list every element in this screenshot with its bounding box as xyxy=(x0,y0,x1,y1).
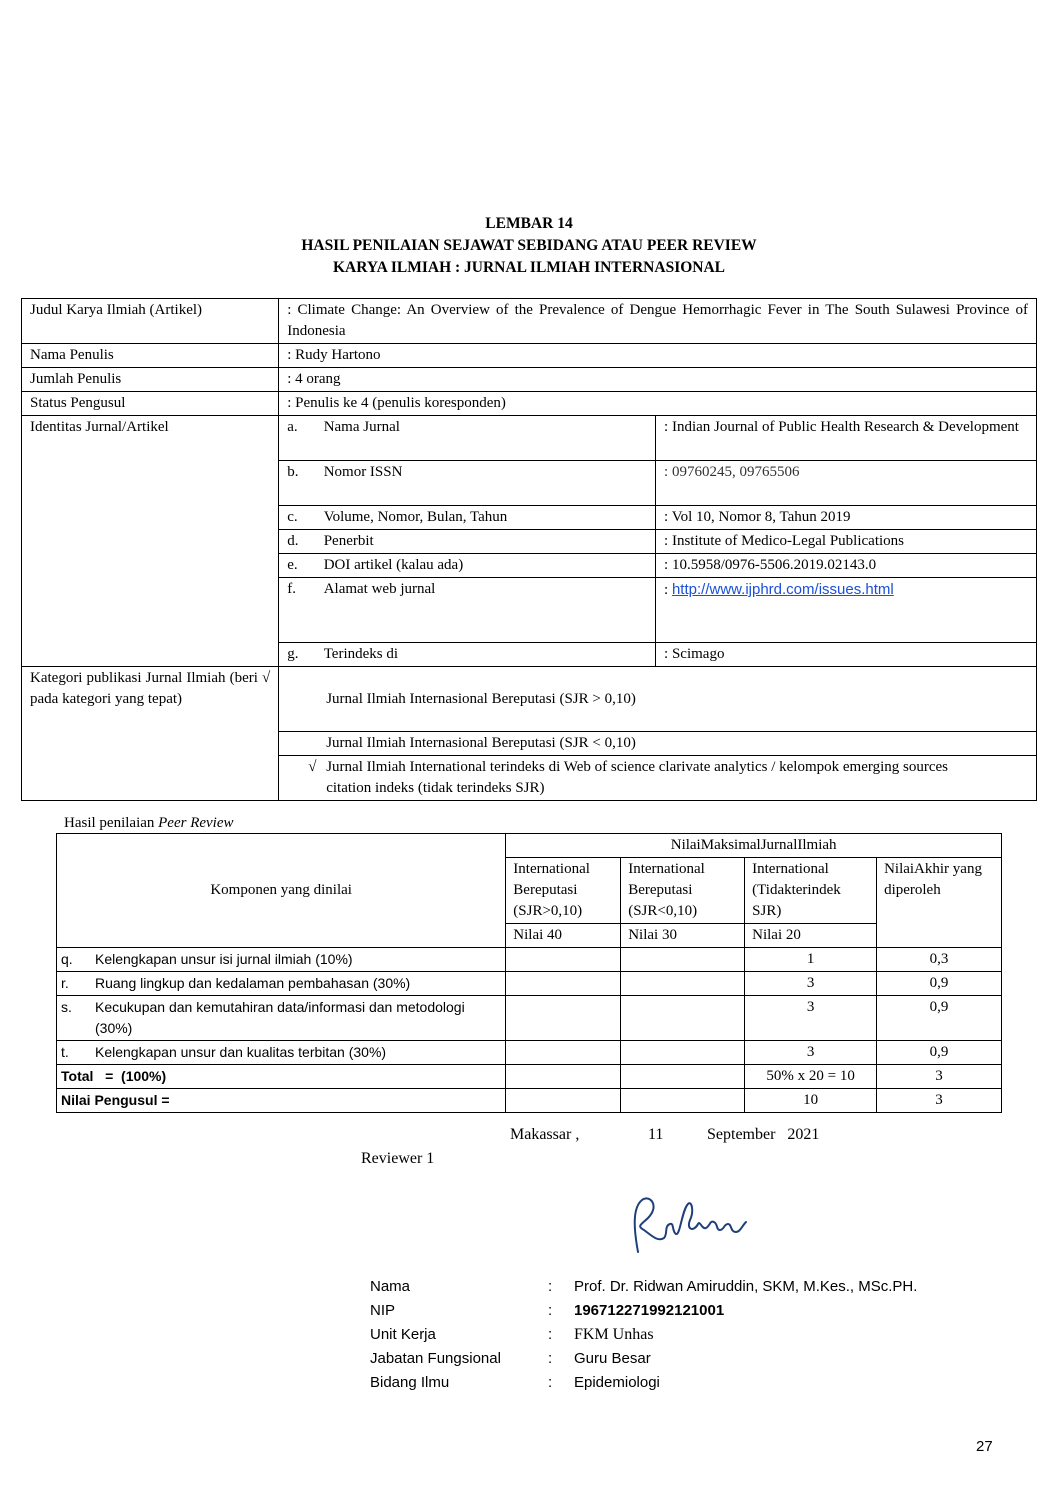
row-nama xyxy=(22,344,1037,368)
field-colon: : xyxy=(548,1350,553,1367)
pengusul-akhir: 3 xyxy=(877,1089,1002,1113)
criterion-letter: t. xyxy=(61,1044,69,1060)
volume-value: : Vol 10, Nomor 8, Tahun 2019 xyxy=(656,506,1037,530)
score-akhir: 0,9 xyxy=(877,1041,1002,1065)
identitas-field-label: Nomor ISSN xyxy=(316,461,656,506)
pengusul-label: Nilai Pengusul = xyxy=(57,1089,506,1113)
field-value: Epidemiologi xyxy=(574,1374,660,1391)
field-colon: : xyxy=(548,1278,553,1295)
identitas-field-label: Penerbit xyxy=(316,530,656,554)
date-city: Makassar , xyxy=(510,1126,580,1143)
nilai-maksimal-header: NilaiMaksimalJurnalIlmiah xyxy=(506,834,1002,858)
total-label: Total = (100%) xyxy=(57,1065,506,1089)
journal-web-link[interactable]: http://www.ijphrd.com/issues.html xyxy=(671,581,894,598)
col2-header: International Bereputasi (SJR<0,10) xyxy=(621,858,745,924)
komponen-header: Komponen yang dinilai xyxy=(57,834,506,948)
identitas-letter: e. xyxy=(279,554,316,578)
reviewer-label: Reviewer 1 xyxy=(361,1150,435,1167)
score-c1 xyxy=(506,1041,621,1065)
judul-value: : Climate Change: An Overview of the Prevalence of Dengue Hemorrhagic Fever in The South Sulawesi Province of Indonesia xyxy=(279,299,1037,344)
field-value: FKM Unhas xyxy=(574,1326,654,1343)
score-c2 xyxy=(621,972,745,996)
score-c2 xyxy=(621,1041,745,1065)
peer-review-caption xyxy=(64,815,234,832)
document-title-karya: KARYA ILMIAH : JURNAL ILMIAH INTERNASIONAL xyxy=(332,259,726,276)
field-colon: : xyxy=(548,1302,553,1319)
kategori-option-1 xyxy=(279,667,1037,732)
total-c1 xyxy=(506,1065,621,1089)
kategori-option-3 xyxy=(279,756,1037,801)
date-month-year: September 2021 xyxy=(707,1126,820,1143)
issn-value: : 09760245, 09765506 xyxy=(656,461,1037,506)
score-c2 xyxy=(621,996,745,1041)
criterion-letter: r. xyxy=(61,975,69,991)
pengusul-c2 xyxy=(621,1089,745,1113)
pengusul-c1 xyxy=(506,1089,621,1113)
kategori-option-2 xyxy=(279,732,1037,756)
reviewer-signature xyxy=(620,1190,760,1270)
score-c1 xyxy=(506,996,621,1041)
peer-row-s xyxy=(57,996,1002,1041)
terindeks-value: : Scimago xyxy=(656,643,1037,667)
score-c1 xyxy=(506,948,621,972)
article-info-table xyxy=(21,298,1037,801)
kategori-option-text: Jurnal Ilmiah Internasional Bereputasi (SJR < 0,10) xyxy=(326,735,636,751)
score-akhir: 0,9 xyxy=(877,972,1002,996)
field-colon: : xyxy=(548,1326,553,1343)
peer-row-t xyxy=(57,1041,1002,1065)
peer-header-row-1 xyxy=(57,834,1002,858)
criterion-text: Kelengkapan unsur isi jurnal ilmiah (10%) xyxy=(95,951,353,967)
kategori-option-text: Jurnal Ilmiah Internasional Bereputasi (SJR > 0,10) xyxy=(326,690,636,707)
jumlah-value: : 4 orang xyxy=(279,368,1037,392)
criterion-text: Kelengkapan unsur dan kualitas terbitan (30%) xyxy=(95,1044,387,1060)
caption-italic: Peer Review xyxy=(158,815,234,831)
kategori-label: Kategori publikasi Jurnal Ilmiah (beri √ pada kategori yang tepat) xyxy=(22,667,279,801)
row-judul xyxy=(22,299,1037,344)
nama-jurnal-value: : Indian Journal of Public Health Research & Development xyxy=(656,416,1037,461)
peer-row-total xyxy=(57,1065,1002,1089)
criterion-text: Kecukupan dan kemutahiran data/informasi dan metodologi (30%) xyxy=(95,999,465,1036)
total-akhir: 3 xyxy=(877,1065,1002,1089)
identitas-field-label: Nama Jurnal xyxy=(316,416,656,461)
criterion-label xyxy=(57,948,506,972)
col2-nilai: Nilai 30 xyxy=(621,924,745,948)
criterion-label xyxy=(57,1041,506,1065)
criterion-label xyxy=(57,972,506,996)
document-title-lembar: LEMBAR 14 xyxy=(485,215,573,232)
kategori-option-text: Jurnal Ilmiah International terindeks di Web of science clarivate analytics / kelompok emerging sources citation indeks (tidak terindeks SJR) xyxy=(326,759,948,796)
score-akhir: 0,3 xyxy=(877,948,1002,972)
penerbit-value: : Institute of Medico-Legal Publications xyxy=(656,530,1037,554)
page-number: 27 xyxy=(976,1438,993,1455)
jumlah-label: Jumlah Penulis xyxy=(22,368,279,392)
col4-header: NilaiAkhir yang diperoleh xyxy=(877,858,1002,948)
identitas-field-label: DOI artikel (kalau ada) xyxy=(316,554,656,578)
row-status xyxy=(22,392,1037,416)
field-value: Guru Besar xyxy=(574,1350,651,1367)
field-label: Jabatan Fungsional xyxy=(370,1350,501,1367)
criterion-label xyxy=(57,996,506,1041)
web-value xyxy=(656,578,1037,643)
date-day: 11 xyxy=(648,1126,664,1143)
identitas-letter: c. xyxy=(279,506,316,530)
nama-value: : Rudy Hartono xyxy=(279,344,1037,368)
score-c3: 3 xyxy=(745,1041,877,1065)
criterion-letter: q. xyxy=(61,951,73,967)
score-c3: 3 xyxy=(745,972,877,996)
field-label: Nama xyxy=(370,1278,411,1295)
score-c2 xyxy=(621,948,745,972)
status-value: : Penulis ke 4 (penulis koresponden) xyxy=(279,392,1037,416)
checkmark-icon: √ xyxy=(308,759,317,775)
identitas-field-label: Volume, Nomor, Bulan, Tahun xyxy=(316,506,656,530)
field-label: Unit Kerja xyxy=(370,1326,436,1343)
web-colon: : xyxy=(664,582,672,598)
identitas-letter: b. xyxy=(279,461,316,506)
row-identitas-a xyxy=(22,416,1037,461)
peer-row-q xyxy=(57,948,1002,972)
status-label: Status Pengusul xyxy=(22,392,279,416)
score-akhir: 0,9 xyxy=(877,996,1002,1041)
field-colon: : xyxy=(548,1374,553,1391)
identitas-letter: d. xyxy=(279,530,316,554)
identitas-label: Identitas Jurnal/Artikel xyxy=(22,416,279,667)
identitas-letter: g. xyxy=(279,643,316,667)
judul-label: Judul Karya Ilmiah (Artikel) xyxy=(22,299,279,344)
col3-header: International (Tidakterindek SJR) xyxy=(745,858,877,924)
total-c3: 50% x 20 = 10 xyxy=(745,1065,877,1089)
score-c1 xyxy=(506,972,621,996)
caption-prefix: Hasil penilaian xyxy=(64,815,159,831)
field-value: Prof. Dr. Ridwan Amiruddin, SKM, M.Kes., MSc.PH. xyxy=(574,1278,918,1295)
field-label: NIP xyxy=(370,1302,396,1319)
identitas-field-label: Alamat web jurnal xyxy=(316,578,656,643)
identitas-letter: a. xyxy=(279,416,316,461)
col1-header: International Bereputasi (SJR>0,10) xyxy=(506,858,621,924)
criterion-letter: s. xyxy=(61,999,72,1015)
col1-nilai: Nilai 40 xyxy=(506,924,621,948)
peer-review-table xyxy=(56,833,1002,1113)
field-label: Bidang Ilmu xyxy=(370,1374,450,1391)
nama-label: Nama Penulis xyxy=(22,344,279,368)
col3-nilai: Nilai 20 xyxy=(745,924,877,948)
pengusul-c3: 10 xyxy=(745,1089,877,1113)
field-value: 196712271992121001 xyxy=(574,1302,725,1319)
peer-row-pengusul xyxy=(57,1089,1002,1113)
peer-row-r xyxy=(57,972,1002,996)
criterion-text: Ruang lingkup dan kedalaman pembahasan (30%) xyxy=(95,975,411,991)
total-c2 xyxy=(621,1065,745,1089)
identitas-field-label: Terindeks di xyxy=(316,643,656,667)
row-kategori-1 xyxy=(22,667,1037,732)
doi-value: : 10.5958/0976-5506.2019.02143.0 xyxy=(656,554,1037,578)
score-c3: 1 xyxy=(745,948,877,972)
document-title-hasil: HASIL PENILAIAN SEJAWAT SEBIDANG ATAU PEER REVIEW xyxy=(301,237,757,254)
score-c3: 3 xyxy=(745,996,877,1041)
row-jumlah xyxy=(22,368,1037,392)
identitas-letter: f. xyxy=(279,578,316,643)
